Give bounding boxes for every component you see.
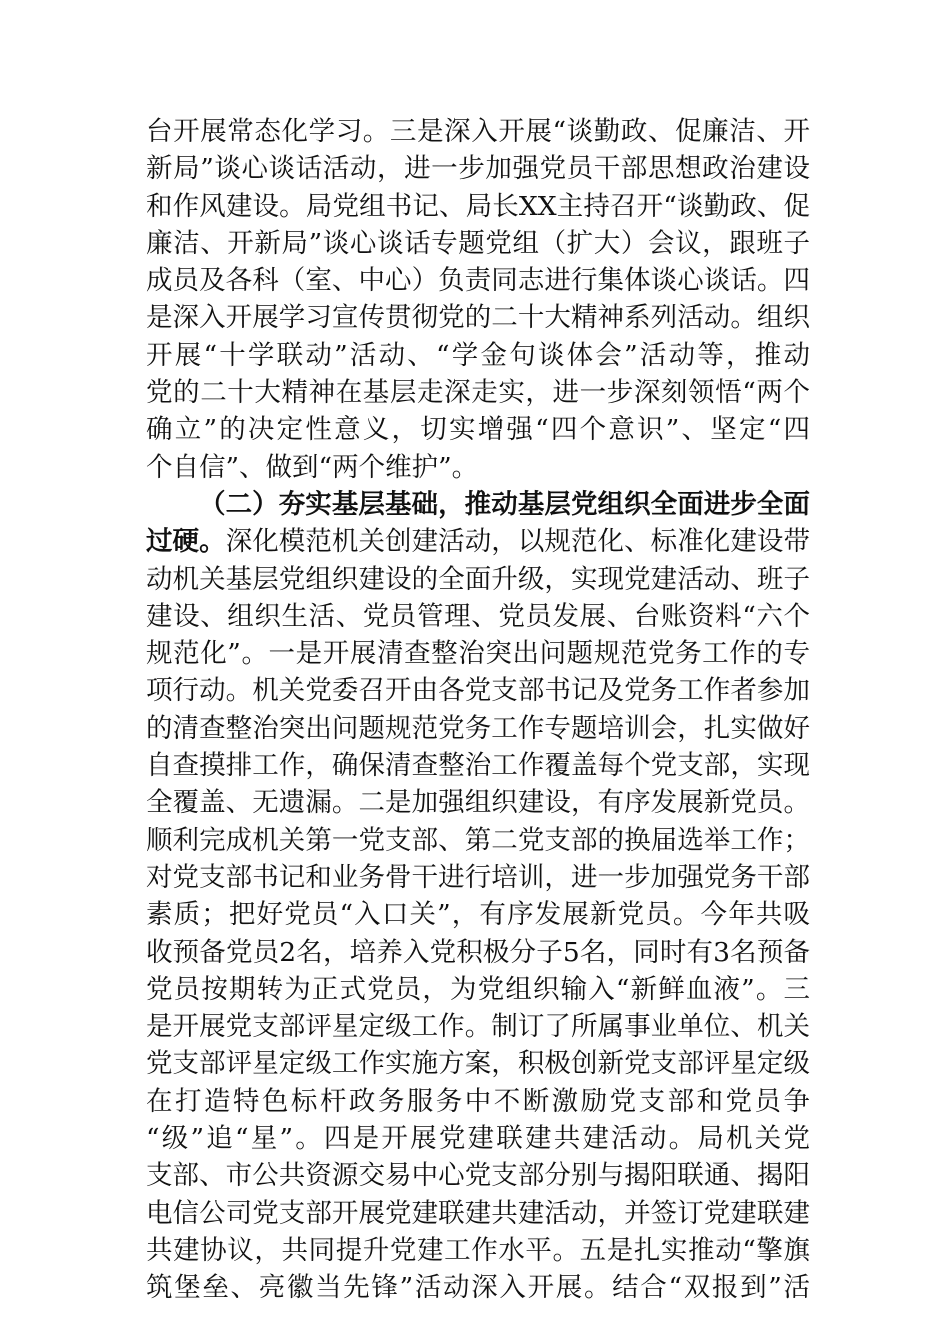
text-line: 个自信”、做到“两个维护”。 xyxy=(146,451,479,483)
text-line: 在打造特色标杆政务服务中不断激励党支部和党员争 xyxy=(146,1085,810,1117)
text-line: 确立”的决定性意义，切实增强“四个意识”、坚定“四 xyxy=(146,414,810,446)
text-line: 收预备党员2名，培养入党积极分子5名，同时有3名预备 xyxy=(146,936,810,968)
text-line: 动机关基层党组织建设的全面升级，实现党建活动、班子 xyxy=(146,563,810,595)
text-line: 党的二十大精神在基层走深走实，进一步深刻领悟“两个 xyxy=(146,377,810,409)
text-line: “级”追“星”。四是开展党建联建共建活动。局机关党 xyxy=(146,1123,810,1155)
text-line-rest: 深化模范机关创建活动，以规范化、标准化建设带 xyxy=(225,526,810,558)
text-line: 顺利完成机关第一党支部、第二党支部的换届选举工作； xyxy=(146,824,810,856)
text-line: 规范化”。一是开展清查整治突出问题规范党务工作的专 xyxy=(146,638,810,670)
text-line: 项行动。机关党委召开由各党支部书记及党务工作者参加 xyxy=(146,675,810,707)
text-line: 党支部评星定级工作实施方案，积极创新党支部评星定级 xyxy=(146,1048,810,1080)
text-line: 成员及各科（室、中心）负责同志进行集体谈心谈话。四 xyxy=(146,265,810,297)
text-line: 新局”谈心谈话活动，进一步加强党员干部思想政治建设 xyxy=(146,153,810,185)
text-line: 开展“十学联动”活动、“学金句谈体会”活动等，推动 xyxy=(146,339,810,371)
text-line: 台开展常态化学习。三是深入开展“谈勤政、促廉洁、开 xyxy=(146,116,810,147)
text-line xyxy=(146,523,810,560)
text-line: 自查摸排工作，确保清查整治工作覆盖每个党支部，实现 xyxy=(146,750,810,782)
text-line: 建设、组织生活、党员管理、党员发展、台账资料“六个 xyxy=(146,600,810,632)
text-line: 和作风建设。局党组书记、局长XX主持召开“谈勤政、促 xyxy=(146,190,810,222)
section-heading-end: 过硬。 xyxy=(146,526,226,558)
document-body xyxy=(146,113,810,1307)
text-line: 的清查整治突出问题规范党务工作专题培训会，扎实做好 xyxy=(146,712,810,744)
text-line: 是深入开展学习宣传贯彻党的二十大精神系列活动。组织 xyxy=(146,302,810,334)
section-heading: （二）夯实基层基础，推动基层党组织全面进步全面 xyxy=(199,488,810,520)
text-line: 是开展党支部评星定级工作。制订了所属事业单位、机关 xyxy=(146,1011,810,1043)
text-line: 共建协议，共同提升党建工作水平。五是扎实推动“擎旗 xyxy=(146,1234,810,1266)
text-line: 党员按期转为正式党员，为党组织输入“新鲜血液”。三 xyxy=(146,973,810,1005)
text-line: 素质；把好党员“入口关”，有序发展新党员。今年共吸 xyxy=(146,899,810,931)
text-line: 电信公司党支部开展党建联建共建活动，并签订党建联建 xyxy=(146,1197,810,1229)
text-line: 对党支部书记和业务骨干进行培训，进一步加强党务干部 xyxy=(146,861,810,893)
text-line: 全覆盖、无遗漏。二是加强组织建设，有序发展新党员。 xyxy=(146,787,810,819)
text-line: 筑堡垒、亮徽当先锋”活动深入开展。结合“双报到”活 xyxy=(146,1272,810,1304)
text-line: 廉洁、开新局”谈心谈话专题党组（扩大）会议，跟班子 xyxy=(146,227,810,259)
text-line: 支部、市公共资源交易中心党支部分别与揭阳联通、揭阳 xyxy=(146,1160,810,1192)
